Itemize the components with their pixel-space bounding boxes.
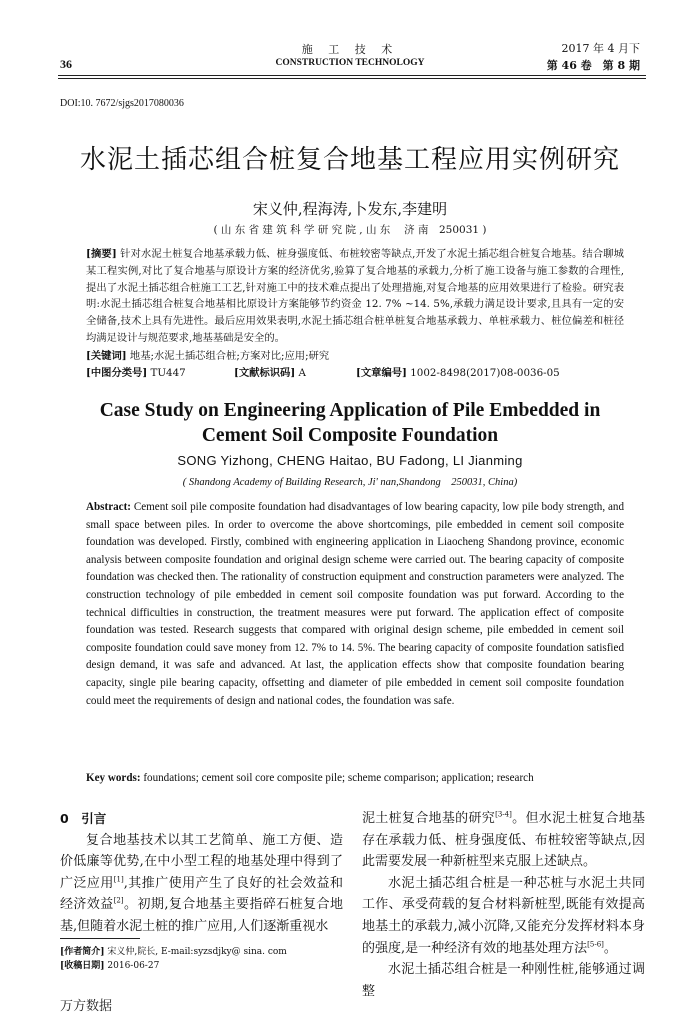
article-number [356,364,560,379]
doi: DOI:10. 7672/sjgs2017080036 [60,98,184,109]
footnote-author-text: 宋义仲,院长, E-mail:syzsdjky@ sina. com [107,947,287,957]
doc-code-value: A [298,367,306,379]
abstract-cn [86,246,624,347]
right-text-2b: 。 [603,940,617,956]
affiliation-en: ( Shandong Academy of Building Research, Ji' nan,Shandong 250031, China) [182,477,518,488]
right-text-2a: 水泥土插芯组合桩是一种芯桩与水泥土共同工作、承受荷载的复合材料新桩型,既能有效提高地基土的承载力,减小沉降,又能充分发挥材料本身的强度,是一种经济有效的地基处理方法 [362,875,645,956]
header-rule-bottom [58,78,646,79]
section-heading: 0 引言 [60,811,107,826]
keywords-cn-text: 地基;水泥土插芯组合桩;方案对比;应用;研究 [129,350,330,362]
doc-code-label: [文献标识码] [234,367,296,379]
watermark: 万方数据 [60,999,113,1014]
clc-number [86,364,186,379]
keywords-en-text: foundations; cement soil core composite pile; scheme comparison; application; research [143,772,534,784]
citation-1: [1] [113,875,124,884]
title-en-line1: Case Study on Engineering Application of Pile Embedded in [99,400,601,421]
keywords-en-label: Key words: [86,772,141,784]
footnote-received-label: [收稿日期] [60,961,105,971]
right-text-1a: 泥土桩复合地基的研究 [362,811,496,826]
footnote-author [60,944,287,957]
right-paragraph-2 [362,873,645,959]
clc-label: [中图分类号] [86,367,148,379]
abstract-en-label: Abstract: [86,501,131,513]
intro-paragraph-1 [60,830,343,938]
footnote-author-label: [作者简介] [60,947,105,957]
journal-name-en: CONSTRUCTION TECHNOLOGY [275,58,425,68]
keywords-cn-label: [关键词] [86,350,127,362]
affiliation-cn: ( 山 东 省 建 筑 科 学 研 究 院 , 山 东 济 南 250031 ) [213,224,487,236]
keywords-cn [86,347,329,362]
right-paragraph-3: 水泥土插芯组合桩是一种刚性桩,能够通过调整 [362,962,645,999]
footnote-received [60,958,159,971]
abstract-en [86,499,624,710]
right-paragraph-1 [362,808,645,873]
body-right-column [362,808,645,1002]
issue-date: 2017 年 4 月下 [561,42,640,55]
article-number-value: 1002-8498(2017)08-0036-05 [410,367,560,379]
citation-3-4: [3-4] [495,810,512,819]
page-number: 36 [60,57,72,71]
keywords-en [86,772,534,784]
authors-cn: 宋义仲,程海涛,卜发东,李建明 [252,200,448,218]
article-number-label: [文章编号] [356,367,407,379]
header-rule-top [58,75,646,76]
footnote-rule [60,938,140,939]
title-cn: 水泥土插芯组合桩复合地基工程应用实例研究 [79,145,620,175]
volume-issue: 第 46 卷 第 8 期 [546,59,640,72]
footnote-received-text: 2016-06-27 [107,961,160,971]
citation-5-6: [5-6] [587,940,604,949]
citation-2: [2] [113,897,124,906]
body-left-column [60,808,343,938]
intro-text-b: ,其推广使用产生了良好的社会效益和经济效益 [60,875,343,913]
abstract-cn-label: [摘要] [86,248,117,260]
title-en [0,398,700,448]
doc-code [234,364,306,379]
intro-text-c: 。初期,复合地基主要指碎石桩复合地基,但随着水泥土桩的推广应用,人们逐渐重视水 [60,897,343,934]
intro-text-a: 复合地基技术以其工艺简单、施工方便、造价低廉等优势,在中小型工程的地基处理中得到了广泛应用 [60,832,343,891]
abstract-cn-text: 针对水泥土桩复合地基承载力低、桩身强度低、布桩较密等缺点,开发了水泥土插芯组合桩复合地基。结合聊城某工程实例,对比了复合地基与原设计方案的经济优劣,验算了复合地基的承载力,分析了施工设备与施工参数的合理性,提出了水泥土插芯组合桩施工工艺,针对施工中的技术难点提出了处理措施,对复合地基的应用效果进行了检验。研究表明:水泥土插芯组合桩复合地基相比原设计方案能够节约资金 12. 7% ~14. 5%,承载力满足设计要求,且具有一定的安全储备,技术上具有先进性。最后应用效果表明,水泥土插芯组合桩单桩复合地基承载力、单桩承载力、桩位偏差和桩径均满足设计与规范要求,地基基础是安全的。 [86,248,624,344]
abstract-en-text: Cement soil pile composite foundation had disadvantages of low bearing capacity, low pile body strength, and small space between piles. In order to overcome the above shortcomings, pile embedded in cement soil composite foundation was developed. Firstly, combined with engineering application in Liaocheng Shandong province, economic analysis between composite foundation and original design scheme were carried out. The bearing capacity of composite foundation was checked then. The rationality of construction equipment and construction parameters were analyzed. The construction technology of pile embedded in cement soil composite foundation was put forward. According to the technical difficulties in construction, the treatment measures were put forward. The application effect of composite foundation was tested. Research suggests that compared with original design scheme, pile embedded in cement soil composite foundation could save money from 12. 7% to 14. 5%. The bearing capacity of composite foundation satisfied design demand, it was safe and advanced. At last, the application effects show that composite foundation bearing capacity, single pile bearing capacity, offsetting and diameter of pile embedded in cement soil composite foundation could meet the requirements of design and national codes, the foundation was safe. [86,501,624,707]
authors-en: SONG Yizhong, CHENG Haitao, BU Fadong, LI Jianming [177,453,523,468]
right-text-1b: 。但水泥土桩复合地基存在承载力低、桩身强度低、布桩较密等缺点,因此需要发展一种新桩型来克服上述缺点。 [362,811,645,870]
title-en-line2: Cement Soil Composite Foundation [201,425,499,446]
clc-value: TU447 [150,367,186,379]
journal-name-cn: 施 工 技 术 [301,43,399,56]
